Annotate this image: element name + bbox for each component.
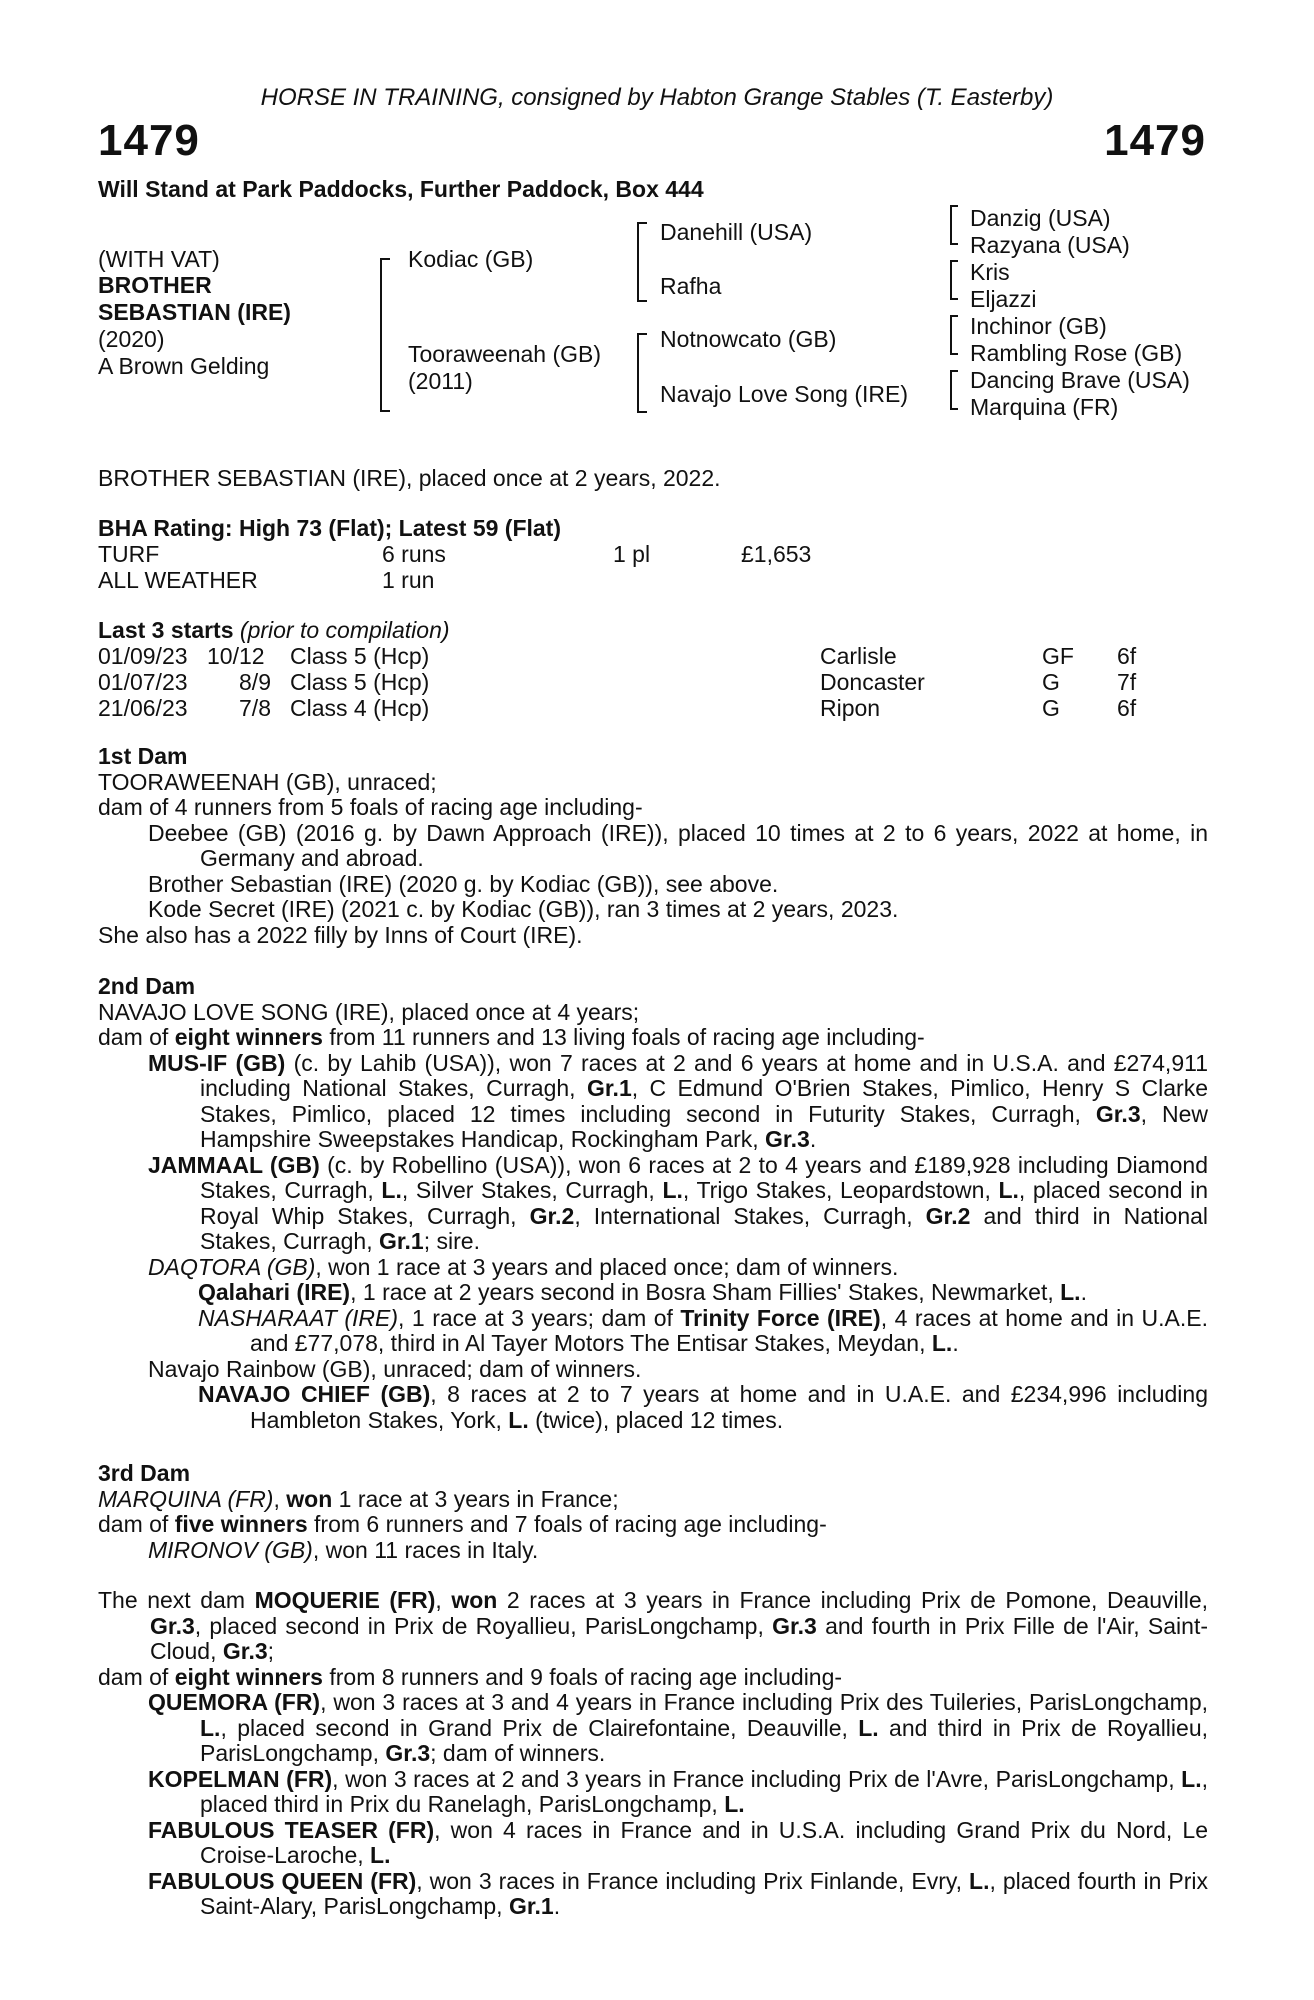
pedigree-dam-year: (2011) bbox=[408, 368, 473, 394]
start-course: Ripon bbox=[820, 695, 881, 721]
first-dam-name: TOORAWEENAH (GB), unraced; bbox=[98, 768, 437, 795]
third-dam-heading: 3rd Dam bbox=[98, 1460, 191, 1486]
start-date: 01/09/23 bbox=[98, 643, 188, 669]
lot-number-left: 1479 bbox=[98, 116, 200, 165]
start-going: G bbox=[1042, 669, 1060, 695]
pedigree-ds: Notnowcato (GB) bbox=[660, 326, 837, 352]
pedigree-brace-3c bbox=[950, 315, 958, 355]
pedigree-brace-3b bbox=[950, 260, 958, 300]
stand-location: Will Stand at Park Paddocks, Further Paddock, Box 444 bbox=[98, 176, 704, 202]
produce-entry: Deebee (GB) (2016 g. by Dawn Approach (IRE)), placed 10 times at 2 to 6 years, 2022 at home, in Germany and abroad. bbox=[148, 819, 1208, 871]
produce-entry-qalahari: Qalahari (IRE), 1 race at 2 years second in Bosra Sham Fillies' Stakes, Newmarket, L.. bbox=[198, 1279, 1087, 1305]
vat-note: (WITH VAT) bbox=[98, 246, 220, 272]
second-dam-section bbox=[98, 974, 1208, 1433]
first-dam-note: She also has a 2022 filly by Inns of Court (IRE). bbox=[98, 921, 583, 948]
produce-entry: Kode Secret (IRE) (2021 c. by Kodiac (GB)), ran 3 times at 2 years, 2023. bbox=[148, 896, 899, 922]
pedigree-ssd: Razyana (USA) bbox=[970, 232, 1130, 258]
produce-entry-jammaal: JAMMAAL (GB) (c. by Robellino (USA)), won 6 races at 2 to 4 years and £189,928 including Diamond Stakes, Curragh, L., Silver Stakes, Curragh, L., Trigo Stakes, Leopardstown, L., placed second in Royal Whip Stakes, Curragh, Gr.2, International Stakes, Curragh, Gr.2 and third in National Stakes, Curragh, Gr.1; sire. bbox=[148, 1151, 1209, 1254]
turf-placed: 1 pl bbox=[613, 541, 651, 567]
pedigree-dam: Tooraweenah (GB) bbox=[408, 341, 602, 367]
pedigree-sss: Danzig (USA) bbox=[970, 205, 1111, 231]
third-dam-produce: dam of five winners from 6 runners and 7 foals of racing age including- bbox=[98, 1511, 827, 1537]
first-dam-produce: dam of 4 runners from 5 foals of racing age including- bbox=[98, 794, 643, 820]
third-dam-name: MARQUINA (FR), won 1 race at 3 years in France; bbox=[98, 1485, 619, 1512]
pedigree-brace-2a bbox=[637, 222, 647, 302]
pedigree-brace-1 bbox=[380, 258, 390, 412]
first-dam-heading: 1st Dam bbox=[98, 743, 188, 769]
pedigree-brace-3d bbox=[950, 370, 958, 410]
aw-runs: 1 run bbox=[382, 567, 435, 593]
race-summary: BROTHER SEBASTIAN (IRE), placed once at 2 years, 2022. bbox=[98, 465, 721, 491]
pedigree-ss: Danehill (USA) bbox=[660, 219, 813, 245]
pedigree-sds: Kris bbox=[970, 259, 1010, 285]
produce-entry-navajo-rainbow: Navajo Rainbow (GB), unraced; dam of winners. bbox=[148, 1355, 642, 1382]
produce-entry-fabulous-teaser: FABULOUS TEASER (FR), won 4 races in France and in U.S.A. including Grand Prix du Nord, Le Croise-Laroche, L. bbox=[148, 1816, 1208, 1868]
first-dam-section bbox=[98, 744, 1208, 948]
produce-entry: Brother Sebastian (IRE) (2020 g. by Kodiac (GB)), see above. bbox=[148, 870, 779, 897]
lot-number-right: 1479 bbox=[1104, 116, 1206, 165]
start-going: G bbox=[1042, 695, 1060, 721]
start-going: GF bbox=[1042, 643, 1074, 669]
start-date: 21/06/23 bbox=[98, 695, 188, 721]
start-course: Carlisle bbox=[820, 643, 897, 669]
start-position: 7/8 bbox=[239, 695, 271, 721]
pedigree-brace-3a bbox=[950, 205, 958, 245]
produce-entry-musif: MUS-IF (GB) (c. by Lahib (USA)), won 7 races at 2 and 6 years at home and in U.S.A. and £274,911 including National Stakes, Curragh, Gr.1, C Edmund O'Brien Stakes, Pimlico, Henry S Clarke Stakes, Pimlico, placed 12 times including second in Futurity Stakes, Curragh, Gr.3, New Hampshire Sweepstakes Handicap, Rockingham Park, Gr.3. bbox=[148, 1049, 1208, 1152]
consignor-header: HORSE IN TRAINING, consigned by Habton Grange Stables (T. Easterby) bbox=[260, 84, 1054, 111]
start-race: Class 5 (Hcp) bbox=[290, 669, 430, 695]
produce-entry-nasharaat: NASHARAAT (IRE), 1 race at 3 years; dam of Trinity Force (IRE), 4 races at home and in U.A.E. and £77,078, third in Al Tayer Motors The Entisar Stakes, Meydan, L.. bbox=[198, 1304, 1208, 1356]
turf-earnings: £1,653 bbox=[741, 541, 812, 567]
second-dam-heading: 2nd Dam bbox=[98, 973, 196, 999]
pedigree-ddd: Marquina (FR) bbox=[970, 394, 1119, 420]
next-dam-produce: dam of eight winners from 8 runners and 9 foals of racing age including- bbox=[98, 1663, 843, 1690]
bha-rating: BHA Rating: High 73 (Flat); Latest 59 (Flat) bbox=[98, 515, 561, 541]
pedigree-brace-2b bbox=[637, 333, 647, 413]
start-distance: 6f bbox=[1117, 695, 1137, 721]
horse-name-line1: BROTHER bbox=[98, 272, 212, 298]
second-dam-name: NAVAJO LOVE SONG (IRE), placed once at 4 years; bbox=[98, 998, 640, 1025]
aw-label: ALL WEATHER bbox=[98, 567, 258, 593]
produce-entry-navajo-chief: NAVAJO CHIEF (GB), 8 races at 2 to 7 years at home and in U.A.E. and £234,996 including Hambleton Stakes, York, L. (twice), placed 12 times. bbox=[198, 1381, 1208, 1433]
pedigree-sire: Kodiac (GB) bbox=[408, 246, 534, 272]
horse-description: A Brown Gelding bbox=[98, 353, 270, 379]
last-starts-heading bbox=[98, 617, 450, 643]
produce-entry-mironov: MIRONOV (GB), won 11 races in Italy. bbox=[148, 1536, 539, 1563]
start-distance: 6f bbox=[1117, 643, 1137, 669]
second-dam-produce: dam of eight winners from 11 runners and 13 living foals of racing age including- bbox=[98, 1024, 925, 1050]
turf-runs: 6 runs bbox=[382, 541, 446, 567]
start-date: 01/07/23 bbox=[98, 669, 188, 695]
start-race: Class 5 (Hcp) bbox=[290, 643, 430, 669]
pedigree-dds: Dancing Brave (USA) bbox=[970, 367, 1190, 393]
start-position: 8/9 bbox=[239, 669, 271, 695]
produce-entry-quemora: QUEMORA (FR), won 3 races at 3 and 4 years in France including Prix des Tuileries, ParisLongchamp, L., placed second in Grand Prix de Clairefontaine, Deauville, L. and third in Prix de Royallieu, ParisLongchamp, Gr.3; dam of winners. bbox=[148, 1689, 1209, 1766]
pedigree-sdd: Eljazzi bbox=[970, 286, 1037, 312]
start-position: 10/12 bbox=[207, 643, 265, 669]
produce-entry-kopelman: KOPELMAN (FR), won 3 races at 2 and 3 years in France including Prix de l'Avre, ParisLongchamp, L., placed third in Prix du Ranelagh, ParisLongchamp, L. bbox=[148, 1765, 1208, 1817]
pedigree-sd: Rafha bbox=[660, 273, 722, 299]
turf-label: TURF bbox=[98, 541, 160, 567]
horse-name-line2: SEBASTIAN (IRE) bbox=[98, 299, 291, 325]
horse-year: (2020) bbox=[98, 326, 165, 352]
pedigree-dss: Inchinor (GB) bbox=[970, 313, 1107, 339]
produce-entry-fabulous-queen: FABULOUS QUEEN (FR), won 3 races in France including Prix Finlande, Evry, L., placed fourth in Prix Saint-Alary, ParisLongchamp, Gr.1. bbox=[148, 1867, 1208, 1919]
next-dam-name: The next dam MOQUERIE (FR), won 2 races at 3 years in France including Prix de Pomone, Deauville, Gr.3, placed second in Prix de Royallieu, ParisLongchamp, Gr.3 and fourth in Prix Fille de l'Air, Saint-Cloud, Gr.3; bbox=[98, 1587, 1208, 1664]
third-dam-section bbox=[98, 1461, 1208, 1563]
pedigree-dd: Navajo Love Song (IRE) bbox=[660, 381, 909, 407]
start-distance: 7f bbox=[1117, 669, 1137, 695]
pedigree-dsd: Rambling Rose (GB) bbox=[970, 340, 1183, 366]
start-course: Doncaster bbox=[820, 669, 925, 695]
next-dam-section bbox=[98, 1588, 1208, 1920]
last-starts-note: (prior to compilation) bbox=[239, 617, 450, 643]
produce-entry-daqtora: DAQTORA (GB), won 1 race at 3 years and placed once; dam of winners. bbox=[148, 1253, 899, 1280]
start-race: Class 4 (Hcp) bbox=[290, 695, 430, 721]
last-starts-title: Last 3 starts bbox=[98, 617, 234, 643]
